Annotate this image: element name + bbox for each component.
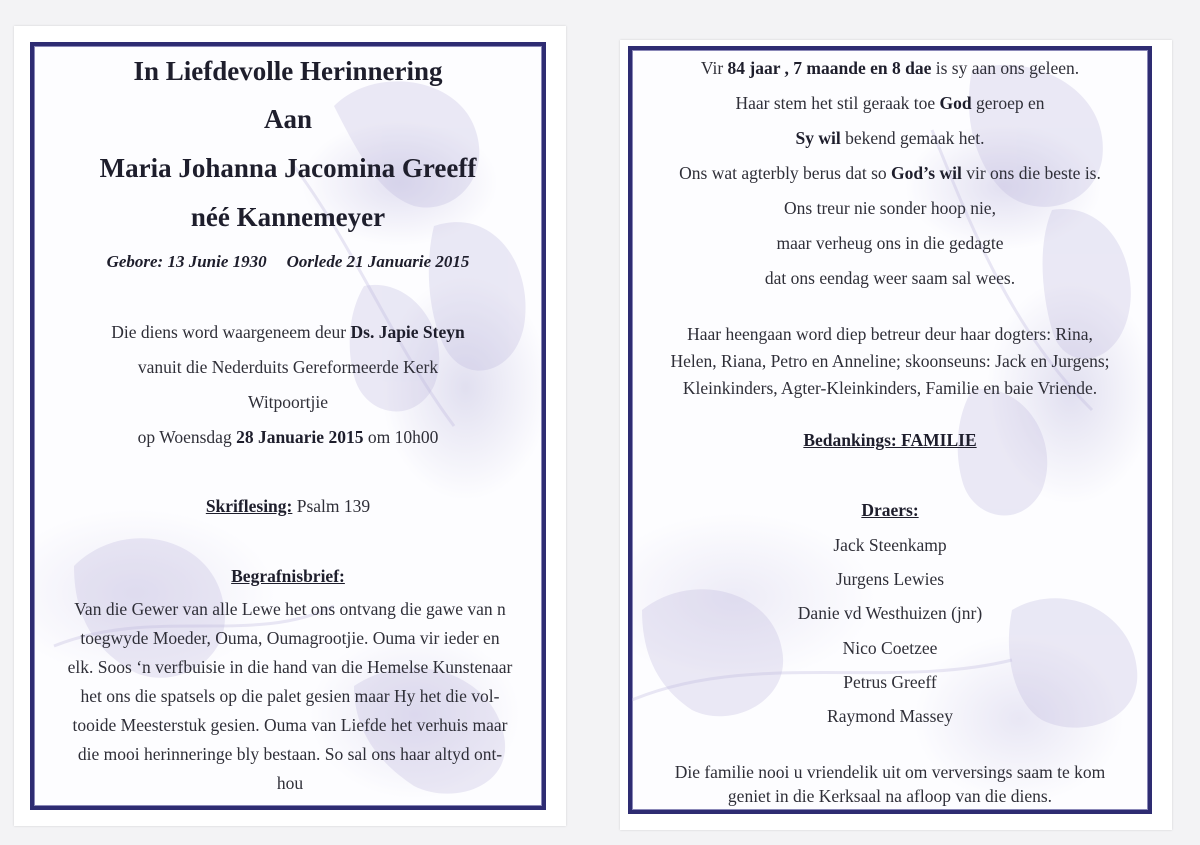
verse-text: is sy aan ons geleen. (931, 58, 1080, 78)
service-line-3: Witpoortjie (248, 392, 328, 412)
verse-text: Haar stem het stil geraak toe (735, 93, 940, 113)
bearer-name: Jack Steenkamp (833, 535, 947, 555)
service-line-2: vanuit die Nederduits Gereformeerde Kerk (137, 357, 439, 377)
verse-text: vir ons die beste is. (961, 163, 1101, 183)
verse-text: geroep en (971, 93, 1045, 113)
mourners-line-1: Haar heengaan word diep betreur deur haar dogters: Rina, (687, 324, 1093, 344)
bearers-heading: Draers: (861, 500, 919, 520)
died-date: Oorlede 21 Januarie 2015 (286, 252, 470, 271)
funeral-letter-text (48, 598, 532, 801)
born-date: Gebore: 13 Junie 1930 (106, 252, 267, 271)
mourners-line-2: Helen, Riana, Petro en Anneline; skoonseuns: Jack en Jurgens; (670, 351, 1110, 371)
left-page-content (34, 46, 542, 806)
service-officiant-text: Die diens word waargeneem deur (111, 322, 351, 342)
verse-emphasis: God (939, 93, 972, 113)
verse-line-5: Ons treur nie sonder hoop nie, (784, 198, 996, 218)
verse-emphasis: Sy wil (795, 128, 841, 148)
age-text: 84 jaar , 7 maande en 8 dae (727, 58, 932, 78)
verse-text: bekend gemaak het. (840, 128, 985, 148)
bearer-name: Danie vd Westhuizen (jnr) (797, 603, 983, 623)
letter-line: die mooi herinneringe bly bestaan. So sal ons haar altyd ont- (77, 744, 503, 764)
verse-emphasis: God’s wil (891, 163, 962, 183)
service-line-4 (34, 427, 542, 448)
left-page-frame (30, 42, 546, 810)
left-page (14, 26, 566, 826)
letter-line: toegwyde Moeder, Ouma, Oumagrootjie. Ouma vir ieder en (80, 628, 500, 648)
verse-text: Vir (700, 58, 728, 78)
verse-line-2 (632, 93, 1148, 114)
bearer-name: Jurgens Lewies (835, 569, 945, 589)
scripture-label: Skriflesing: (205, 496, 293, 516)
bearer-name: Raymond Massey (827, 706, 953, 726)
closing-line-1: Die familie nooi u vriendelik uit om verversings saam te kom (674, 762, 1106, 782)
right-page-frame (628, 46, 1152, 814)
scripture-reading (34, 496, 542, 517)
verse-line-6: maar verheug ons in die gedagte (776, 233, 1004, 253)
letter-line: het ons die spatsels op die palet gesien maar Hy het die vol- (80, 686, 500, 706)
letter-line: Van die Gewer van alle Lewe het ons ontvang die gawe van n (74, 599, 506, 619)
thanks-heading: Bedankings: FAMILIE (803, 430, 977, 450)
verse-line-3 (632, 128, 1148, 149)
title-line-2: Aan (263, 104, 312, 134)
funeral-letter-heading: Begrafnisbrief: (231, 566, 345, 586)
right-page (620, 40, 1172, 830)
scripture-value: Psalm 139 (292, 496, 371, 516)
verse-line-7: dat ons eendag weer saam sal wees. (764, 268, 1016, 288)
title-line-1: In Liefdevolle Herinnering (133, 56, 443, 86)
letter-line: elk. Soos ‘n verfbuisie in die hand van die Hemelse Kunstenaar (67, 657, 513, 677)
officiant-name: Ds. Japie Steyn (350, 322, 465, 342)
service-line-1 (34, 322, 542, 343)
closing-line-2: geniet in die Kerksaal na afloop van die diens. (727, 786, 1053, 806)
service-day-text: op Woensdag (137, 427, 237, 447)
bearer-name: Petrus Greeff (843, 672, 937, 692)
letter-line: hou (276, 773, 304, 793)
dates-line (34, 252, 542, 272)
right-page-content (632, 50, 1148, 810)
verse-line-4 (632, 163, 1148, 184)
verse-line-1 (632, 58, 1148, 79)
deceased-name: Maria Johanna Jacomina Greeff (99, 153, 477, 183)
bearer-name: Nico Coetzee (842, 638, 938, 658)
maiden-name: néé Kannemeyer (190, 202, 386, 232)
service-date: 28 Januarie 2015 (236, 427, 364, 447)
verse-text: Ons wat agterbly berus dat so (679, 163, 892, 183)
mourners-line-3: Kleinkinders, Agter-Kleinkinders, Familie en baie Vriende. (682, 378, 1098, 398)
letter-line: tooide Meesterstuk gesien. Ouma van Liefde het verhuis maar (72, 715, 508, 735)
service-time-text: om 10h00 (363, 427, 439, 447)
